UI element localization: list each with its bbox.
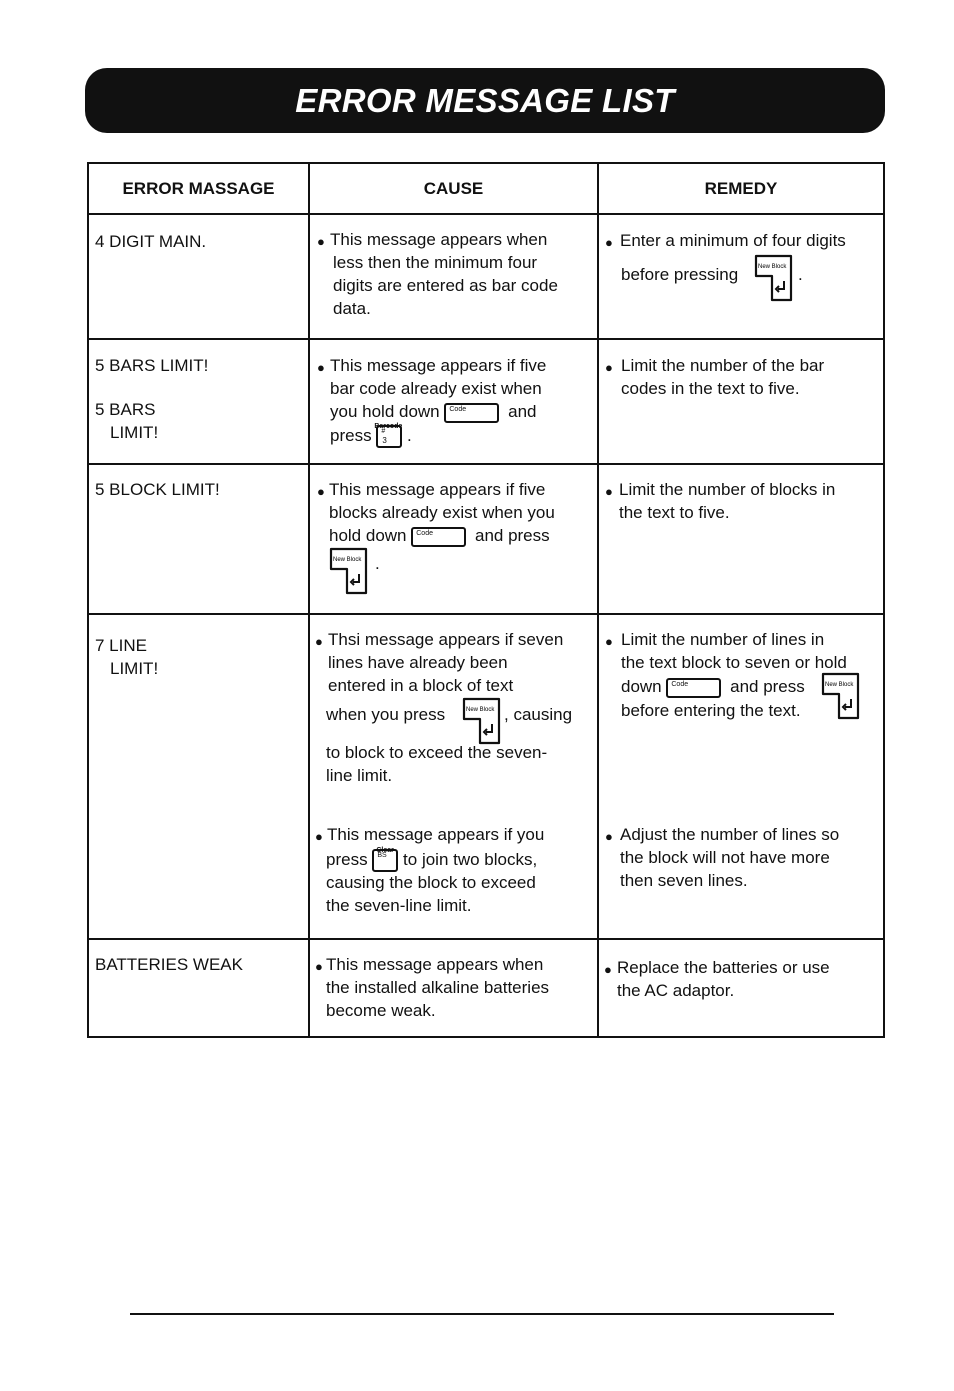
- table-row: [89, 613, 883, 938]
- remedy-line: the text to five.: [619, 503, 730, 522]
- cause-line: hold down Code and press: [329, 526, 550, 545]
- remedy-line: the text block to seven or hold: [621, 653, 847, 672]
- error-message: LIMIT!: [110, 659, 159, 678]
- cause-line: lines have already been: [328, 653, 508, 672]
- new-block-key-icon: [462, 697, 504, 745]
- bullet: ●: [315, 959, 323, 974]
- bullet: ●: [605, 634, 613, 649]
- table-row: 4 DIGIT MAIN. ● This message appears when less then the minimum four digits are entered as bar code data. ● Enter a minimum of four digits before pressing New Block .: [89, 213, 883, 338]
- cause-line: blocks already exist when you: [329, 503, 555, 522]
- svg-text:New Block: New Block: [333, 557, 362, 563]
- cause-line: This message appears when: [326, 955, 544, 974]
- bullet: ●: [605, 235, 613, 250]
- cause-line: the installed alkaline batteries: [326, 978, 550, 997]
- new-block-key-icon: [821, 672, 863, 720]
- cause-line: This message appears when: [330, 230, 548, 249]
- bullet: ●: [605, 829, 613, 844]
- error-message: LIMIT!: [110, 423, 159, 442]
- clear-bs-key-icon: Clear BS: [372, 849, 398, 872]
- error-message: 5 BLOCK LIMIT!: [95, 480, 220, 499]
- cause-line: to block to exceed the seven-: [326, 743, 548, 762]
- cause-line: , causing: [504, 705, 573, 724]
- cause-line: become weak.: [326, 1001, 436, 1020]
- cause-line: This message appears if five: [330, 356, 547, 375]
- cause-line: when you press: [326, 705, 446, 724]
- code-key-icon: Code: [444, 403, 499, 423]
- header-error: ERROR MASSAGE: [89, 164, 310, 213]
- cause-line: bar code already exist when: [330, 379, 542, 398]
- bullet: ●: [604, 962, 612, 977]
- barcode-3-key-icon: Barcode # 3: [376, 425, 402, 448]
- code-key-icon: Code: [411, 527, 466, 547]
- footer-rule: [130, 1313, 834, 1315]
- bullet: ●: [317, 484, 325, 499]
- error-message: 4 DIGIT MAIN.: [95, 232, 207, 251]
- table-row: [89, 338, 883, 463]
- bullet: ●: [317, 234, 325, 249]
- new-block-key-icon: [329, 547, 371, 595]
- bullet: ●: [315, 634, 323, 649]
- remedy-line: Enter a minimum of four digits: [620, 231, 846, 250]
- remedy-line: down Code and press: [621, 677, 805, 696]
- header-cause: CAUSE: [310, 164, 599, 213]
- cause-line: less then the minimum four: [333, 253, 538, 272]
- bullet: ●: [315, 829, 323, 844]
- cause-line: data.: [333, 299, 371, 318]
- cause-line: entered in a block of text: [328, 676, 514, 695]
- header-remedy: REMEDY: [704, 178, 778, 198]
- remedy-line: Limit the number of lines in: [621, 630, 825, 649]
- remedy-line: then seven lines.: [620, 871, 748, 890]
- new-block-key-icon: [754, 254, 796, 302]
- error-message: 5 BARS LIMIT!: [95, 356, 209, 375]
- remedy-line: Replace the batteries or use: [617, 958, 830, 977]
- cause-line: This message appears if you: [327, 825, 545, 844]
- cause-line: causing the block to exceed: [326, 873, 536, 892]
- cause-line: This message appears if five: [329, 480, 546, 499]
- error-table: [87, 162, 885, 1038]
- cause-line: press Clear BS to join two blocks,: [326, 849, 537, 872]
- cause-line: press Barcode # 3 .: [330, 425, 412, 448]
- error-message: BATTERIES WEAK: [95, 955, 243, 974]
- remedy-line: Limit the number of blocks in: [619, 480, 836, 499]
- remedy-line: Adjust the number of lines so: [620, 825, 840, 844]
- remedy-line: the AC adaptor.: [617, 981, 735, 1000]
- svg-text:New Block: New Block: [825, 682, 854, 688]
- table-row: 5 BLOCK LIMIT! ● This message appears if five blocks already exist when you hold down Code and press New Block . ● Limit the number of blocks in the text to five.: [89, 463, 883, 613]
- svg-text:New Block: New Block: [758, 264, 787, 270]
- svg-text:New Block: New Block: [466, 707, 495, 713]
- remedy-line: codes in the text to five.: [621, 379, 800, 398]
- remedy-line: before pressing: [621, 265, 739, 284]
- cause-line: you hold down Code and: [330, 402, 537, 421]
- bullet: ●: [317, 360, 325, 375]
- remedy-line: Limit the number of the bar: [621, 356, 825, 375]
- cause-line: digits are entered as bar code: [333, 276, 558, 295]
- cause-line: line limit.: [326, 766, 393, 785]
- bullet: ●: [605, 484, 613, 499]
- page-title: ERROR MESSAGE LIST: [295, 81, 675, 119]
- code-key-icon: Code: [666, 678, 721, 698]
- error-message: 7 LINE: [95, 636, 147, 655]
- cause-line: Thsi message appears if seven: [328, 630, 564, 649]
- cause-line: the seven-line limit.: [326, 896, 472, 915]
- error-message: 5 BARS: [95, 400, 156, 419]
- bullet: ●: [605, 360, 613, 375]
- remedy-line: before entering the text.: [621, 701, 801, 720]
- table-header-row: [89, 164, 883, 213]
- title-banner: [85, 68, 885, 133]
- table-row: [89, 938, 883, 1036]
- remedy-line: the block will not have more: [620, 848, 830, 867]
